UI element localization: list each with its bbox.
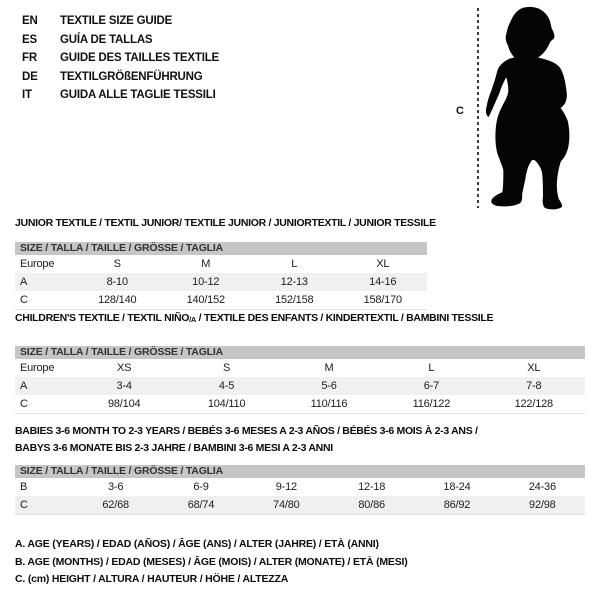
cell: 158/170 <box>363 294 402 306</box>
cell: 62/68 <box>73 496 158 514</box>
cell: A <box>15 377 73 395</box>
cell: L <box>428 362 435 374</box>
language-title: GUÍA DE TALLAS <box>60 33 153 46</box>
legend-note-c: C. (cm) HEIGHT / ALTURA / HAUTEUR / HÖHE / ALTEZZA <box>15 573 289 585</box>
legend-notes <box>15 536 408 589</box>
cell: 10-12 <box>162 273 251 291</box>
cell: 4-5 <box>175 377 277 395</box>
cell: M <box>324 362 334 374</box>
cell: 74/80 <box>244 496 329 514</box>
cell: 12-13 <box>250 273 339 291</box>
cell: 12-18 <box>358 481 386 493</box>
cell: 7-8 <box>483 377 585 395</box>
cell: S <box>223 362 231 374</box>
language-title: TEXTILE SIZE GUIDE <box>60 15 173 28</box>
cell: 5-6 <box>278 377 380 395</box>
cell: 98/104 <box>107 398 141 410</box>
language-code: IT <box>22 89 32 102</box>
cell: C <box>20 294 28 306</box>
baby-silhouette <box>485 4 595 212</box>
legend-note-b: B. AGE (MONTHS) / EDAD (MESES) / ÂGE (MOIS) / ALTER (MONATE) / ETÀ (MESI) <box>15 555 408 568</box>
cell: 92/98 <box>500 496 585 514</box>
cell: 3-4 <box>73 377 175 395</box>
cell: M <box>201 258 211 270</box>
babies-section-title-line2: BABYS 3-6 MONATE BIS 2-3 JAHRE / BAMBINI 3-6 MESI A 2-3 ANNI <box>15 442 333 454</box>
cell: 6-9 <box>193 481 209 493</box>
language-title: GUIDA ALLE TAGLIE TESSILI <box>60 89 216 102</box>
children-title-subscript: /A <box>189 315 197 324</box>
language-code: FR <box>22 52 37 65</box>
cell: Europe <box>20 362 55 374</box>
cell: B <box>20 481 28 493</box>
list-item <box>22 86 219 105</box>
cell: 9-12 <box>275 481 297 493</box>
legend-note-a: A. AGE (YEARS) / EDAD (AÑOS) / ÂGE (ANS) / ALTER (JAHRE) / ETÀ (ANNI) <box>15 538 379 550</box>
children-title-post: / TEXTILE DES ENFANTS / KINDERTEXTIL / BAMBINI TESSILE <box>196 312 494 324</box>
cell: C <box>20 398 28 410</box>
language-code: ES <box>22 33 37 46</box>
cell: C <box>15 496 73 514</box>
list-item <box>22 31 219 50</box>
junior-size-table <box>15 242 427 310</box>
cell: 86/92 <box>414 496 499 514</box>
babies-section-title-line1: BABIES 3-6 MONTH TO 2-3 YEARS / BEBÉS 3-6 MESES A 2-3 AÑOS / BÉBÉS 3-6 MOIS À 2-3 ANS / <box>15 425 478 437</box>
language-code: EN <box>22 15 38 28</box>
cell: S <box>113 258 121 270</box>
language-list <box>22 12 219 105</box>
size-header-bar: SIZE / TALLA / TAILLE / GRÖSSE / TAGLIA <box>15 346 585 359</box>
cell: 8-10 <box>73 273 162 291</box>
junior-section-title: JUNIOR TEXTILE / TEXTIL JUNIOR/ TEXTILE JUNIOR / JUNIORTEXTIL / JUNIOR TESSILE <box>15 217 436 229</box>
cell: A <box>15 273 73 291</box>
cell: 14-16 <box>339 273 428 291</box>
list-item <box>22 12 219 31</box>
children-section-title <box>15 312 493 324</box>
cell: Europe <box>20 258 55 270</box>
language-title: GUIDE DES TAILLES TEXTILE <box>60 52 219 65</box>
height-measure-label: C <box>456 105 464 117</box>
cell: 128/140 <box>98 294 137 306</box>
size-header-bar: SIZE / TALLA / TAILLE / GRÖSSE / TAGLIA <box>15 242 427 255</box>
table-row <box>15 377 585 395</box>
cell: XL <box>527 362 541 374</box>
children-size-table <box>15 346 585 414</box>
cell: 3-6 <box>108 481 124 493</box>
table-row <box>15 496 585 514</box>
cell: L <box>291 258 298 270</box>
cell: XS <box>117 362 132 374</box>
list-item <box>22 68 219 87</box>
cell: 104/110 <box>207 398 246 410</box>
cell: XL <box>376 258 390 270</box>
cell: 6-7 <box>380 377 482 395</box>
babies-size-table <box>15 465 585 515</box>
cell: 24-36 <box>528 481 556 493</box>
cell: 116/122 <box>412 398 451 410</box>
cell: 68/74 <box>158 496 243 514</box>
cell: 140/152 <box>186 294 225 306</box>
table-row <box>15 291 427 309</box>
table-row <box>15 273 427 291</box>
list-item <box>22 49 219 68</box>
size-header-bar: SIZE / TALLA / TAILLE / GRÖSSE / TAGLIA <box>15 465 585 478</box>
baby-silhouette-svg <box>485 4 595 212</box>
cell: 110/116 <box>310 398 348 410</box>
language-code: DE <box>22 70 38 83</box>
cell: 122/128 <box>514 398 553 410</box>
table-row <box>15 255 427 273</box>
cell: 18-24 <box>443 481 471 493</box>
table-row <box>15 395 585 413</box>
cell: 152/158 <box>275 294 314 306</box>
table-row <box>15 478 585 496</box>
height-measure-dashed-line <box>477 8 479 208</box>
cell: 80/86 <box>329 496 414 514</box>
table-row <box>15 359 585 377</box>
children-title-pre: CHILDREN'S TEXTILE / TEXTIL NIÑO <box>15 312 190 324</box>
language-title: TEXTILGRÖßENFÜHRUNG <box>60 70 203 83</box>
